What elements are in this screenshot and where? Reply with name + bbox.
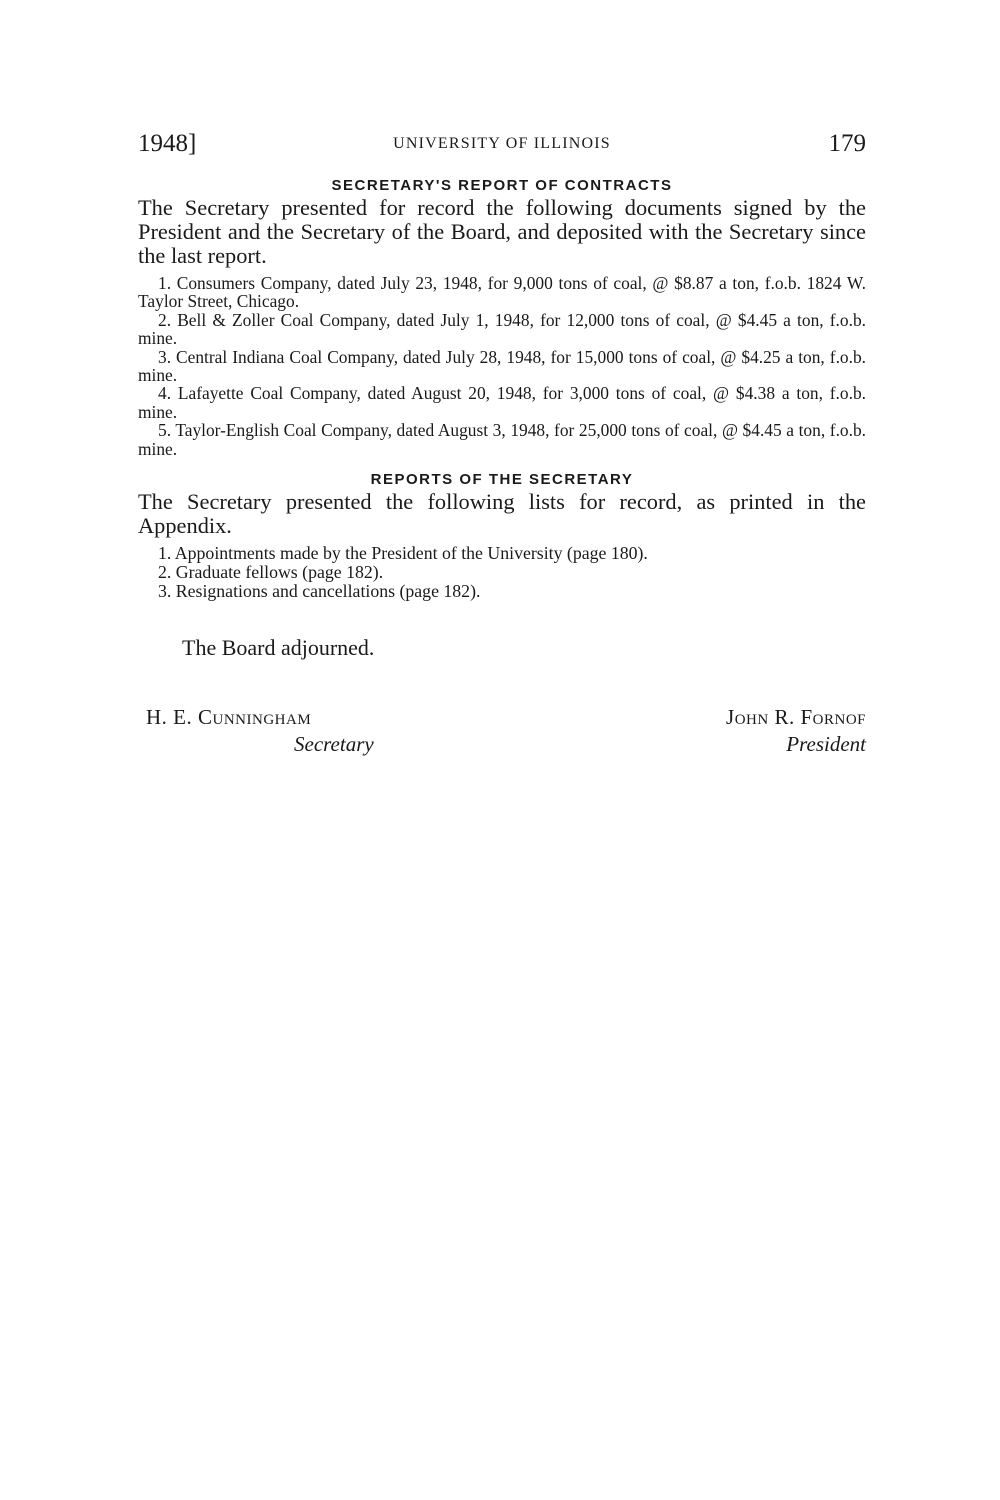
running-head-title: UNIVERSITY OF ILLINOIS (393, 135, 611, 152)
contract-item: 1. Consumers Company, dated July 23, 1948, for 9,000 tons of coal, @ $8.87 a ton, f.o.b. 1824 W. Taylor Street, Chicago. (138, 273, 866, 312)
reports-intro: The Secretary presented the following lists for record, as printed in the Appendix. (138, 489, 866, 539)
president-signature (726, 705, 866, 757)
report-item: 2. Graduate fellows (page 182). (158, 562, 384, 583)
secretary-title: Secretary (294, 732, 374, 757)
report-item: 3. Resignations and cancellations (page 182). (158, 581, 481, 602)
contract-item: 4. Lafayette Coal Company, dated August 20, 1948, for 3,000 tons of coal, @ $4.38 a ton, f.o.b. mine. (138, 383, 866, 422)
reports-heading: REPORTS OF THE SECRETARY (370, 471, 634, 489)
contract-item: 3. Central Indiana Coal Company, dated July 28, 1948, for 15,000 tons of coal, @ $4.25 a ton, f.o.b. mine. (138, 346, 866, 386)
reports-section (138, 471, 866, 601)
contracts-section (138, 177, 866, 458)
president-name: John R. Fornof (726, 705, 866, 730)
contracts-intro: The Secretary presented for record the following documents signed by the President and the Secretary of the Board, and deposited with the Secretary since the last report. (138, 195, 866, 268)
running-head-year: 1948] (138, 130, 197, 157)
running-head (138, 130, 866, 164)
contract-item: 5. Taylor-English Coal Company, dated August 3, 1948, for 25,000 tons of coal, @ $4.45 a ton, f.o.b. mine. (138, 420, 866, 459)
president-title: President (786, 732, 866, 757)
page-number: 179 (828, 130, 866, 157)
adjournment-text: The Board adjourned. (182, 635, 375, 661)
reports-list (138, 544, 866, 601)
secretary-signature (146, 705, 374, 757)
report-item: 1. Appointments made by the President of the University (page 180). (158, 543, 648, 564)
signature-block (138, 705, 866, 757)
contracts-heading: SECRETARY'S REPORT OF CONTRACTS (331, 177, 673, 194)
document-page (138, 130, 866, 757)
contracts-list (138, 274, 866, 458)
contract-item: 2. Bell & Zoller Coal Company, dated July 1, 1948, for 12,000 tons of coal, @ $4.45 a ton, f.o.b. mine. (138, 309, 866, 349)
secretary-name: H. E. Cunningham (146, 705, 312, 730)
